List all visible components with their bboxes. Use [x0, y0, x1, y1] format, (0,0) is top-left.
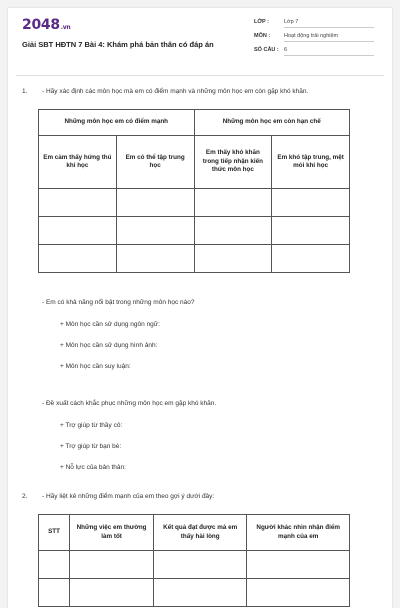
document-page — [8, 8, 392, 608]
table-cell — [154, 579, 247, 607]
table-row — [39, 189, 350, 217]
list-item: + Môn học cần sử dụng hình ảnh: — [60, 342, 158, 349]
table-cell — [194, 245, 272, 273]
header-divider — [16, 75, 384, 76]
meta-value: Lớp 7 — [284, 19, 374, 28]
question-number: 1. — [22, 88, 28, 95]
table-cell — [116, 189, 194, 217]
overcome-prompt: - Đề xuất cách khắc phục những môn học em gặp khó khăn. — [42, 400, 217, 407]
list-item: + Trợ giúp từ bạn bè: — [60, 443, 122, 450]
list-item: + Trợ giúp từ thầy cô: — [60, 422, 123, 429]
logo-text: 2048 — [22, 17, 60, 33]
strengths-table — [38, 514, 350, 607]
meta-key: LỚP : — [254, 19, 269, 25]
table-header-cell: STT — [39, 515, 70, 551]
ability-prompt: - Em có khả năng nổi bật trong những môn học nào? — [42, 299, 195, 306]
meta-value: Hoạt động trải nghiệm — [284, 33, 374, 42]
table-cell — [194, 189, 272, 217]
table-header-cell: Người khác nhìn nhận điểm mạnh của em — [247, 515, 350, 551]
table-header-cell: Em cảm thấy hứng thú khi học — [39, 136, 117, 189]
list-item: + Môn học cần suy luận: — [60, 363, 131, 370]
table-row — [39, 551, 350, 579]
meta-value: 6 — [284, 47, 374, 56]
table-row — [39, 579, 350, 607]
table-cell — [70, 579, 154, 607]
table-row — [39, 245, 350, 273]
table-header-cell: Những việc em thường làm tốt — [70, 515, 154, 551]
question-prompt: - Hãy xác định các môn học mà em có điểm mạnh và những môn học em còn gặp khó khăn. — [42, 88, 309, 95]
table-group-header: Những môn học em còn hạn chế — [194, 110, 350, 136]
table-header-cell: Em có thể tập trung học — [116, 136, 194, 189]
question-number: 2. — [22, 493, 28, 500]
meta-key: MÔN : — [254, 33, 271, 39]
table-cell — [247, 579, 350, 607]
question-prompt: - Hãy liệt kê những điểm mạnh của em theo gợi ý dưới đây: — [42, 493, 215, 500]
list-item: + Nỗ lực của bản thân: — [60, 464, 126, 471]
table-cell — [272, 189, 350, 217]
table-cell — [194, 217, 272, 245]
table-header-cell: Em khó tập trung, mệt mỏi khi học — [272, 136, 350, 189]
table-row — [39, 217, 350, 245]
table-cell — [39, 551, 70, 579]
list-item: + Môn học cần sử dụng ngôn ngữ: — [60, 321, 160, 328]
table-header-cell: Em thấy khó khăn trong tiếp nhận kiến thức môn học — [194, 136, 272, 189]
meta-key: SỐ CÂU : — [254, 47, 279, 53]
table-cell — [39, 579, 70, 607]
table-cell — [272, 217, 350, 245]
table-cell — [272, 245, 350, 273]
table-cell — [39, 245, 117, 273]
table-group-header: Những môn học em có điểm mạnh — [39, 110, 195, 136]
table-cell — [70, 551, 154, 579]
table-cell — [116, 217, 194, 245]
site-logo[interactable] — [22, 17, 70, 33]
table-cell — [116, 245, 194, 273]
table-cell — [39, 217, 117, 245]
logo-tld: .vn — [60, 24, 71, 31]
table-cell — [39, 189, 117, 217]
document-title: Giải SBT HĐTN 7 Bài 4: Khám phá bản thân có đáp án — [22, 40, 214, 49]
subjects-table — [38, 109, 350, 273]
table-cell — [247, 551, 350, 579]
table-cell — [154, 551, 247, 579]
table-header-cell: Kết quả đạt được mà em thấy hài lòng — [154, 515, 247, 551]
